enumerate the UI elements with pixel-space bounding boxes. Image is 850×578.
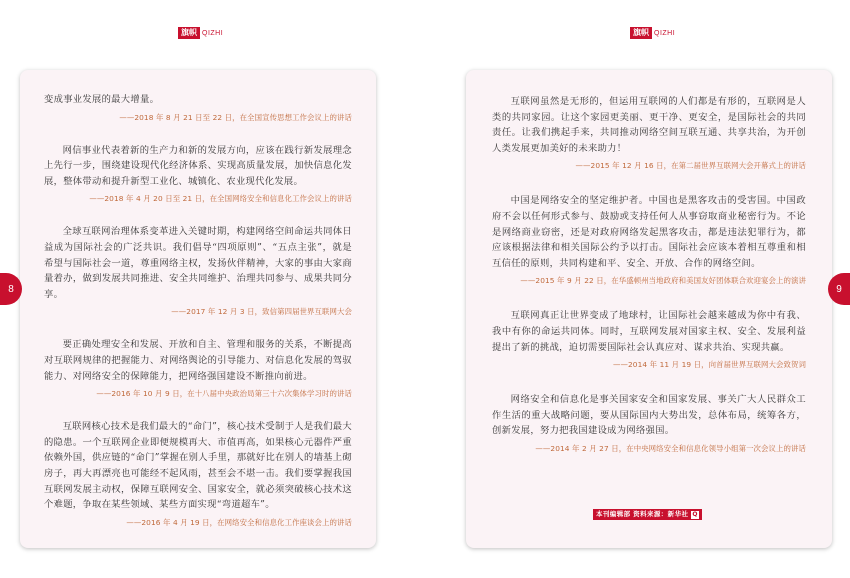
- logo-latin: QIZHI: [654, 29, 676, 37]
- quote-source: ——2018 年 8 月 21 日至 22 日，在全国宣传思想工作会议上的讲话: [119, 112, 352, 122]
- source-credit-tag: [593, 509, 702, 520]
- page-number-right: 9: [828, 273, 850, 305]
- qizhi-logo: [178, 27, 223, 39]
- quote-source: ——2014 年 11 月 19 日，向首届世界互联网大会致贺词: [613, 360, 806, 370]
- page-number-left: 8: [0, 273, 22, 305]
- quote-text: 互联网真正让世界变成了地球村，让国际社会越来越成为你中有我、我中有你的命运共同体。同时，互联网发展对国家主权、安全、发展利益提出了新的挑战，迫切需要国际社会认真应对、谋求共治、实现共赢。: [492, 310, 806, 353]
- quote-text: 中国是网络安全的坚定维护者。中国也是黑客攻击的受害国。中国政府不会以任何形式参与、鼓励或支持任何人从事窃取商业秘密行为。不论是网络商业窃密，还是对政府网络发起黑客攻击，都是违法犯罪行为，都应该根据法律和相关国际公约予以打击。国际社会应该本着相互尊重和相互信任的原则，共同构建和平、安全、开放、合作的网络空间。: [492, 195, 806, 269]
- logo-latin: QIZHI: [202, 29, 224, 37]
- quote-source: ——2016 年 4 月 19 日，在网络安全和信息化工作座谈会上的讲话: [126, 517, 352, 527]
- quote-source: ——2014 年 2 月 27 日，在中央网络安全和信息化领导小组第一次会议上的讲话: [535, 443, 806, 453]
- quote-text: 变成事业发展的最大增量。: [44, 94, 160, 105]
- right-page: [466, 70, 832, 548]
- source-credit-text: 本刊编辑部 资料来源：新华社: [596, 510, 689, 518]
- quote-text: 互联网虽然是无形的，但运用互联网的人们都是有形的，互联网是人类的共同家园。让这个家园更美丽、更干净、更安全，是国际社会的共同责任。让我们携起手来，共同推动网络空间互联互通、共享共治，为开创人类发展更加美好的未来助力！: [492, 96, 806, 154]
- quote-text: 全球互联网治理体系变革进入关键时期，构建网络空间命运共同体日益成为国际社会的广泛共识。我们倡导“四项原则”、“五点主张”，就是希望与国际社会一道，尊重网络主权，发扬伙伴精神，大家的事由大家商量着办，做到发展共同推进、安全共同维护、治理共同参与、成果共同分享。: [44, 226, 352, 300]
- quote-text: 网络安全和信息化是事关国家安全和国家发展、事关广大人民群众工作生活的重大战略问题，要从国际国内大势出发，总体布局，统筹各方，创新发展，努力把我国建设成为网络强国。: [492, 394, 806, 437]
- quote-source: ——2016 年 10 月 9 日，在十八届中央政治局第三十六次集体学习时的讲话: [96, 389, 352, 399]
- qizhi-logo: [630, 27, 675, 39]
- logo-mark: 旗帜: [178, 27, 200, 39]
- quote-source: ——2018 年 4 月 20 日至 21 日，在全国网络安全和信息化工作会议上的讲话: [89, 194, 352, 204]
- quote-source: ——2015 年 9 月 22 日，在华盛顿州当地政府和美国友好团体联合欢迎宴会上的演讲: [520, 276, 806, 286]
- quote-text: 互联网核心技术是我们最大的“命门”，核心技术受制于人是我们最大的隐患。一个互联网企业即便规模再大、市值再高，如果核心元器件严重依赖外国，供应链的“命门”掌握在别人手里，那就好比在别人的墙基上砌房子，再大再漂亮也可能经不起风雨，甚至会不堪一击。我们要掌握我国互联网发展主动权，保障互联网安全、国家安全，就必须突破核心技术这个难题，争取在某些领域、某些方面实现“弯道超车”。: [44, 421, 352, 511]
- quote-source: ——2017 年 12 月 3 日，致信第四届世界互联网大会: [171, 307, 352, 317]
- quote-source: ——2015 年 12 月 16 日，在第二届世界互联网大会开幕式上的讲话: [575, 161, 806, 171]
- quote-text: 要正确处理安全和发展、开放和自主、管理和服务的关系，不断提高对互联网规律的把握能力、对网络舆论的引导能力、对信息化发展的驾驭能力、对网络安全的保障能力，把网络强国建设不断推向前进。: [44, 339, 352, 382]
- left-page: [20, 70, 376, 548]
- qizhi-end-icon: Q: [692, 510, 698, 518]
- quote-text: 网信事业代表着新的生产力和新的发展方向，应该在践行新发展理念上先行一步，围绕建设现代化经济体系、实现高质量发展，加快信息化发展，整体带动和提升新型工业化、城镇化、农业现代化发展。: [44, 144, 352, 187]
- logo-mark: 旗帜: [630, 27, 652, 39]
